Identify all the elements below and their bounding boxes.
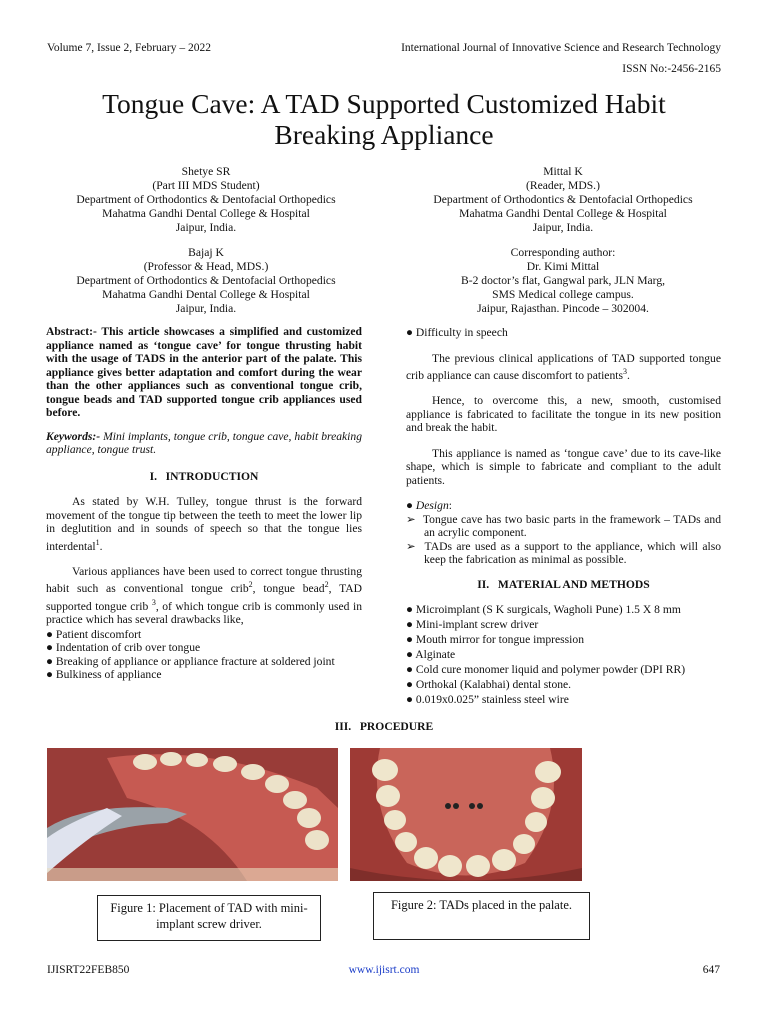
footer-page-number: 647 bbox=[702, 964, 720, 976]
text-run: . bbox=[626, 368, 630, 382]
list-item: ● Difficulty in speech bbox=[406, 326, 508, 339]
author-block-3 bbox=[46, 246, 366, 316]
text-run: : bbox=[448, 499, 452, 513]
left-column bbox=[46, 325, 362, 682]
keywords-label: Keywords:- bbox=[46, 429, 101, 443]
list-item: ● Breaking of appliance or appliance fracture at soldered joint bbox=[46, 654, 335, 668]
intro-paragraph-1 bbox=[46, 495, 362, 553]
journal-name: International Journal of Innovative Science and Research Technology bbox=[401, 42, 721, 54]
author-address: Jaipur, Rajasthan. Pincode – 302004. bbox=[477, 302, 649, 315]
author-city: Jaipur, India. bbox=[175, 221, 237, 234]
section-heading-procedure: III. PROCEDURE bbox=[334, 720, 434, 733]
figure-1-caption: Figure 1: Placement of TAD with mini-implant screw driver. bbox=[97, 895, 321, 941]
drawbacks-list bbox=[46, 628, 362, 682]
list-item: ● 0.019x0.025” stainless steel wire bbox=[406, 693, 569, 707]
list-item-text: Mouth mirror for tongue impression bbox=[415, 633, 584, 647]
author-dept: Department of Orthodontics & Dentofacial Orthopedics bbox=[433, 193, 693, 206]
text-run: . bbox=[99, 539, 103, 553]
right-paragraph-3: This appliance is named as ‘tongue cave’ due to its cave-like shape, which is simple to fabricate and compliant to the adult patients. bbox=[406, 446, 721, 487]
author-address: SMS Medical college campus. bbox=[492, 288, 634, 301]
author-name: Dr. Kimi Mittal bbox=[526, 260, 600, 273]
text-run: As stated by W.H. Tulley, tongue thrust is the forward movement of the tongue tip between the teeth to meet the lower lip in deglutition and in sounds of speech so that the tongue lies interdental bbox=[46, 495, 362, 553]
abstract-text: This article showcases a simplified and customized appliance named as ‘tongue cave’ for tongue thrusting habit with the usage of TADS in the anterior part of the palate. This appliance gives better adaptation and comfort during the wear than the other appliances such as conventional tongue crib, tongue beads and TAD supported tongue crib appliances used before. bbox=[46, 325, 362, 419]
title-line-2: Breaking Appliance bbox=[274, 119, 494, 150]
list-item: ➢ TADs are used as a support to the appliance, which will also keep the fabrication as minimal as possible. bbox=[406, 539, 722, 567]
text-run: , of which tongue crib is commonly used in practice which has several drawbacks like, bbox=[46, 599, 363, 627]
citation: 3 bbox=[151, 597, 156, 607]
text-run: Various appliances have been used to correct tongue thrusting habit such as conventional tongue crib bbox=[46, 564, 362, 596]
footer-article-id: IJISRT22FEB850 bbox=[47, 964, 130, 976]
author-block-2 bbox=[403, 165, 723, 235]
list-item: ➢ Tongue cave has two basic parts in the framework – TADs and an acrylic component. bbox=[406, 512, 721, 540]
figure-1-image bbox=[47, 748, 338, 881]
text-run: The previous clinical applications of TAD supported tongue crib appliance can cause discomfort to patients bbox=[406, 351, 721, 382]
list-item: ● Bulkiness of appliance bbox=[46, 668, 162, 682]
author-college: Mahatma Gandhi Dental College & Hospital bbox=[459, 207, 667, 220]
list-item-text: Mini-implant screw driver bbox=[415, 618, 539, 632]
author-city: Jaipur, India. bbox=[532, 221, 594, 234]
list-item-text: Alginate bbox=[415, 648, 456, 662]
palate bbox=[377, 748, 554, 876]
author-name: Bajaj K bbox=[188, 246, 224, 259]
keywords bbox=[46, 430, 362, 457]
author-college: Mahatma Gandhi Dental College & Hospital bbox=[102, 207, 310, 220]
design-list bbox=[406, 513, 721, 567]
author-role: (Reader, MDS.) bbox=[526, 179, 600, 192]
author-block-1 bbox=[46, 165, 366, 235]
list-item-text: Difficulty in speech bbox=[415, 326, 508, 339]
issn: ISSN No:-2456-2165 bbox=[622, 63, 721, 75]
citation: 1 bbox=[95, 537, 100, 547]
citation: 2 bbox=[248, 580, 253, 590]
list-item: ● Microimplant (S K surgicals, Wagholi Pune) 1.5 X 8 mm bbox=[406, 603, 681, 617]
list-item-text: Cold cure monomer liquid and polymer powder (DPI RR) bbox=[415, 663, 686, 677]
drawbacks-list-continued bbox=[406, 326, 721, 340]
abstract bbox=[46, 325, 362, 420]
figure-2-image bbox=[350, 748, 582, 881]
author-role: (Professor & Head, MDS.) bbox=[143, 260, 269, 273]
list-item-text: Orthokal (Kalabhai) dental stone. bbox=[415, 678, 572, 692]
paper-title bbox=[0, 88, 768, 150]
list-item-text: Tongue cave has two basic parts in the framework – TADs and an acrylic component. bbox=[422, 512, 721, 540]
title-line-1: Tongue Cave: A TAD Supported Customized Habit bbox=[102, 88, 666, 119]
right-paragraph-1 bbox=[406, 352, 721, 383]
author-college: Mahatma Gandhi Dental College & Hospital bbox=[102, 288, 310, 301]
list-item: ● Indentation of crib over tongue bbox=[46, 641, 201, 655]
author-name: Mittal K bbox=[543, 165, 583, 178]
author-dept: Department of Orthodontics & Dentofacial Orthopedics bbox=[76, 274, 336, 287]
right-paragraph-2: Hence, to overcome this, a new, smooth, customised appliance is fabricated to facilitate the tongue in its new position and break the habit. bbox=[406, 394, 721, 435]
text-run: , tongue bead bbox=[252, 582, 325, 596]
figure-1-illustration bbox=[47, 748, 338, 881]
author-city: Jaipur, India. bbox=[175, 302, 237, 315]
design-label: Design bbox=[415, 499, 449, 513]
author-role: (Part III MDS Student) bbox=[152, 179, 260, 192]
author-dept: Department of Orthodontics & Dentofacial Orthopedics bbox=[76, 193, 336, 206]
citation: 2 bbox=[324, 580, 329, 590]
figure-2-illustration bbox=[350, 748, 582, 881]
list-item: ● Mini-implant screw driver bbox=[406, 618, 539, 632]
list-item: ● Patient discomfort bbox=[46, 627, 142, 641]
design-label-line bbox=[406, 499, 721, 513]
right-column bbox=[406, 326, 721, 707]
author-address: B-2 doctor’s flat, Gangwal park, JLN Marg, bbox=[460, 274, 666, 287]
keywords-text: Mini implants, tongue crib, tongue cave, habit breaking appliance, tongue trust. bbox=[46, 429, 362, 456]
corresponding-author bbox=[403, 246, 723, 316]
list-item-text: Indentation of crib over tongue bbox=[55, 641, 201, 655]
citation: 3 bbox=[622, 367, 627, 376]
list-item-text: Patient discomfort bbox=[55, 627, 142, 641]
list-item-text: TADs are used as a support to the appliance, which will also keep the fabrication as minimal as possible. bbox=[424, 539, 722, 567]
section-heading-introduction: I. INTRODUCTION bbox=[149, 469, 259, 483]
list-item: ● Alginate bbox=[406, 648, 456, 662]
footer-website-link[interactable]: www.ijisrt.com bbox=[348, 964, 420, 976]
materials-list bbox=[406, 602, 721, 707]
intro-paragraph-2 bbox=[46, 565, 362, 627]
section-heading-materials: II. MATERIAL AND METHODS bbox=[477, 577, 650, 591]
list-item-text: Microimplant (S K surgicals, Wagholi Pune) 1.5 X 8 mm bbox=[415, 603, 681, 617]
lower-lip bbox=[47, 868, 338, 881]
figure-2-caption: Figure 2: TADs placed in the palate. bbox=[373, 892, 590, 940]
list-item: ● Cold cure monomer liquid and polymer powder (DPI RR) bbox=[406, 663, 686, 677]
list-item-text: Bulkiness of appliance bbox=[55, 668, 162, 682]
author-name: Shetye SR bbox=[181, 165, 231, 178]
text-run: , TAD supported tongue crib bbox=[46, 582, 362, 613]
corresponding-label: Corresponding author: bbox=[510, 246, 616, 259]
list-item: ● Design: bbox=[406, 499, 452, 513]
volume-info: Volume 7, Issue 2, February – 2022 bbox=[47, 42, 211, 54]
abstract-label: Abstract:- bbox=[46, 325, 97, 338]
list-item: ● Orthokal (Kalabhai) dental stone. bbox=[406, 678, 572, 692]
list-item: ● Mouth mirror for tongue impression bbox=[406, 633, 584, 647]
list-item-text: Breaking of appliance or appliance fracture at soldered joint bbox=[55, 654, 335, 668]
list-item-text: 0.019x0.025” stainless steel wire bbox=[415, 693, 569, 707]
